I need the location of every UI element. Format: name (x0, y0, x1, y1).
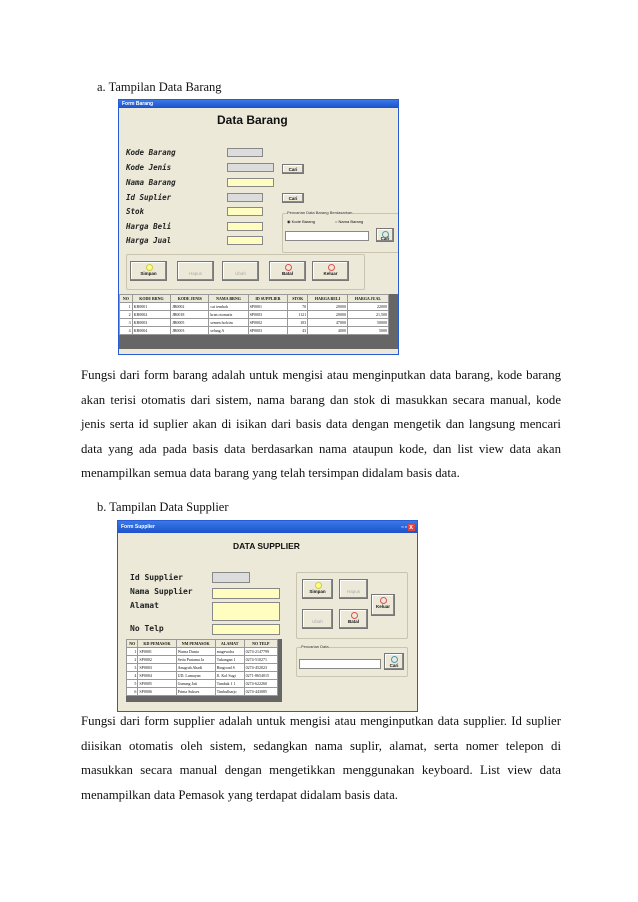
column-header[interactable]: STOK (288, 295, 308, 303)
table-cell: KB0003 (132, 319, 171, 327)
table-cell: 4 (127, 672, 138, 680)
column-header[interactable]: KODE BRNG (132, 295, 171, 303)
form-supplier-screenshot (117, 520, 418, 712)
table-cell: kran otomatis (209, 311, 248, 319)
id-suplier-input[interactable] (227, 193, 263, 202)
search-group (282, 210, 399, 253)
table-cell: 0274-622260 (244, 680, 277, 688)
ubah-button[interactable]: Ubah (222, 261, 259, 281)
table-cell: Anugrah Abadi (176, 664, 215, 672)
search-group-title: Pencarian Data Barang Berdasarkan (287, 210, 353, 215)
table-cell: 2 (127, 656, 138, 664)
table-cell: Tukangan 1 (215, 656, 244, 664)
field-label: Kode Jenis (126, 163, 172, 172)
table-cell: 0274-452023 (244, 664, 277, 672)
cancel-icon (351, 612, 358, 619)
radio-kode-label: Kode Barang (291, 219, 315, 224)
radio-nama-barang[interactable]: ○ Nama Barang (335, 219, 364, 224)
table-cell: 21,500 (347, 311, 388, 319)
table-cell: Warna Dunia (176, 648, 215, 656)
table-cell: 2 (120, 311, 133, 319)
harga-beli-input[interactable] (227, 222, 263, 231)
nama-supplier-input[interactable] (212, 588, 280, 599)
field-label: Kode Barang (126, 148, 176, 157)
paragraph-supplier: Fungsi dari form supplier adalah untuk mengisi atau menginputkan data supplier. Id suplier diisikan otomatis oleh sistem, sedangkan nama suplir, alamat, serta nomer telepon di masukkan secara manual dengan mengetikkan menggunakan keyboard. List view data menampilkan data Pemasok yang terdapat didalam basis data. (81, 714, 561, 802)
table-row[interactable] (127, 656, 278, 664)
table-cell: 3 (127, 664, 138, 672)
table-cell: SP0003 (248, 327, 288, 335)
table-cell: 47000 (308, 319, 348, 327)
id-supplier-input[interactable] (212, 572, 250, 583)
supplier-list-view[interactable] (126, 639, 282, 702)
table-cell: 4 (120, 327, 133, 335)
keluar-label: Keluar (375, 604, 390, 609)
table-row[interactable] (120, 303, 389, 311)
search-input[interactable] (285, 231, 369, 241)
simpan-button[interactable] (130, 261, 167, 281)
table-cell: JB0018 (171, 311, 209, 319)
table-cell: 1 (120, 303, 133, 311)
exit-icon (328, 264, 335, 271)
title-bar (118, 521, 417, 533)
search-icon (391, 656, 398, 663)
keluar-button[interactable] (371, 594, 395, 616)
table-cell: SP0005 (138, 680, 176, 688)
barang-list-view[interactable] (119, 294, 399, 349)
kode-barang-input[interactable] (227, 148, 263, 157)
field-label: No Telp (130, 624, 164, 633)
table-cell: SP0003 (248, 311, 288, 319)
table-cell: KB0002 (132, 311, 171, 319)
button-panel (296, 572, 408, 639)
field-label: Alamat (130, 601, 159, 610)
batal-button[interactable] (339, 609, 368, 629)
no-telp-input[interactable] (212, 624, 280, 635)
exit-icon (380, 597, 387, 604)
batal-button[interactable] (269, 261, 306, 281)
column-header[interactable]: HARGA JUAL (347, 295, 388, 303)
table-cell: KB0001 (132, 303, 171, 311)
cari-label: Cari (389, 663, 399, 668)
supplier-table (126, 639, 278, 696)
table-cell: Prima Sukses (176, 688, 215, 696)
field-label: Harga Beli (126, 222, 172, 231)
table-cell: magewoha (215, 648, 244, 656)
table-cell: Ringroad S (215, 664, 244, 672)
batal-label: Batal (347, 619, 359, 624)
field-label: Nama Barang (126, 178, 176, 187)
table-cell: semen holcim (209, 319, 248, 327)
table-cell: JB0002 (171, 303, 209, 311)
search-icon (382, 231, 389, 238)
table-cell: SP0001 (138, 648, 176, 656)
save-icon (315, 582, 322, 589)
table-cell: cat tembok (209, 303, 248, 311)
cari-button[interactable] (384, 653, 404, 670)
table-cell: SP0001 (248, 303, 288, 311)
table-row[interactable] (120, 311, 389, 319)
table-cell: 0274-2147799 (244, 648, 277, 656)
form-title: Data Barang (217, 113, 288, 127)
column-header[interactable]: NAMA BRNG (209, 295, 248, 303)
heading-data-barang: a. Tampilan Data Barang (97, 80, 222, 94)
column-header[interactable]: NM PEMASOK (176, 640, 215, 648)
cari-jenis-button[interactable]: Cari (282, 164, 304, 174)
table-cell: SP0002 (248, 319, 288, 327)
ubah-button[interactable]: Ubah (302, 609, 333, 629)
save-icon (146, 264, 153, 271)
simpan-label: Simpan (309, 589, 326, 594)
search-group (296, 644, 408, 677)
table-cell: SP0004 (138, 672, 176, 680)
column-header[interactable]: KD PEMASOK (138, 640, 176, 648)
radio-kode-barang[interactable]: ◉ Kode Barang (287, 219, 315, 224)
table-cell: 0271-8654015 (244, 672, 277, 680)
table-cell: UD. Lumayan (176, 672, 215, 680)
table-cell: 1121 (288, 311, 308, 319)
table-cell: SP0006 (138, 688, 176, 696)
search-cari-button[interactable] (376, 228, 394, 242)
field-label: Id Suplier (126, 193, 172, 202)
window-controls[interactable]: ▫▫x (401, 524, 414, 531)
field-label: Id Supplier (130, 573, 183, 582)
alamat-textarea[interactable] (212, 602, 280, 621)
table-cell: 5000 (347, 327, 388, 335)
table-cell: 0274-443085 (244, 688, 277, 696)
table-cell: Timbulharjo (215, 688, 244, 696)
column-header[interactable]: NO (127, 640, 138, 648)
keluar-label: Keluar (323, 271, 338, 276)
table-cell: 103 (288, 319, 308, 327)
title-bar: Form Barang (119, 100, 398, 108)
table-cell: 1 (127, 648, 138, 656)
table-row[interactable] (120, 327, 389, 335)
field-label: Stok (126, 207, 145, 216)
heading-data-supplier: b. Tampilan Data Supplier (97, 500, 229, 514)
table-cell: Tambak 1 1 (215, 680, 244, 688)
table-row[interactable] (127, 664, 278, 672)
table-cell: 6 (127, 688, 138, 696)
stok-input[interactable] (227, 207, 263, 216)
table-cell: Gunung Jati (176, 680, 215, 688)
column-header[interactable]: ALAMAT (215, 640, 244, 648)
table-row[interactable] (127, 688, 278, 696)
close-icon[interactable]: x (409, 524, 414, 531)
table-row[interactable] (120, 319, 389, 327)
table-cell: 0274-510271 (244, 656, 277, 664)
column-header[interactable]: NO (120, 295, 133, 303)
search-input[interactable] (299, 659, 381, 669)
barang-table (119, 294, 389, 335)
table-row[interactable] (127, 672, 278, 680)
field-label: Harga Jual (126, 236, 172, 245)
form-barang-screenshot (118, 99, 399, 355)
table-cell: KB0004 (132, 327, 171, 335)
column-header[interactable]: NO TELP (244, 640, 277, 648)
nama-barang-input[interactable] (227, 178, 274, 187)
paragraph-barang: Fungsi dari form barang adalah untuk mengisi atau menginputkan data barang, kode barang akan terisi otomatis dari sistem, nama barang dan stok di masukkan secara manual, kode jenis serta id suplier akan di isikan dari basis data dengan mengetik dan langsung mencari data yang ada pada basis data berdasarkan nama ataupun kode, dan list view data akan menampilkan semua data barang yang telah tersimpan didalam basis data. (81, 368, 561, 481)
radio-nama-label: Nama Barang (338, 219, 364, 224)
table-cell: selang A (209, 327, 248, 335)
table-cell: JB0005 (171, 319, 209, 327)
simpan-label: Simpan (140, 271, 157, 276)
window-title: Form Supplier (121, 524, 155, 530)
hapus-button[interactable]: Hapus (339, 579, 368, 599)
simpan-button[interactable] (302, 579, 333, 599)
cari-suplier-button[interactable]: Cari (282, 193, 304, 203)
table-row[interactable] (127, 680, 278, 688)
keluar-button[interactable] (312, 261, 349, 281)
column-header[interactable]: KODE JENIS (171, 295, 209, 303)
table-cell: 5 (127, 680, 138, 688)
table-cell: 20000 (308, 311, 348, 319)
kode-jenis-input[interactable] (227, 163, 274, 172)
table-cell: SP0002 (138, 656, 176, 664)
table-cell: SP0003 (138, 664, 176, 672)
table-cell: 43 (288, 327, 308, 335)
table-cell: 70 (288, 303, 308, 311)
form-title: DATA SUPPLIER (233, 541, 300, 551)
batal-label: Batal (281, 271, 293, 276)
table-row[interactable] (127, 648, 278, 656)
table-cell: Jl. Kol Sugi (215, 672, 244, 680)
table-cell: 50000 (347, 319, 388, 327)
column-header[interactable]: HARGA BELI (308, 295, 348, 303)
button-panel (126, 254, 365, 290)
table-cell: Setia Pratama Ja (176, 656, 215, 664)
hapus-button[interactable]: Hapus (177, 261, 214, 281)
table-cell: 4000 (308, 327, 348, 335)
column-header[interactable]: ID SUPPLIER (248, 295, 288, 303)
search-group-title: Pencarian Data (301, 644, 329, 649)
cancel-icon (285, 264, 292, 271)
table-cell: 20000 (308, 303, 348, 311)
table-cell: 3 (120, 319, 133, 327)
field-label: Nama Supplier (130, 587, 193, 596)
table-cell: 22000 (347, 303, 388, 311)
cari-label: Cari (380, 236, 390, 241)
harga-jual-input[interactable] (227, 236, 263, 245)
table-cell: JB0003 (171, 327, 209, 335)
